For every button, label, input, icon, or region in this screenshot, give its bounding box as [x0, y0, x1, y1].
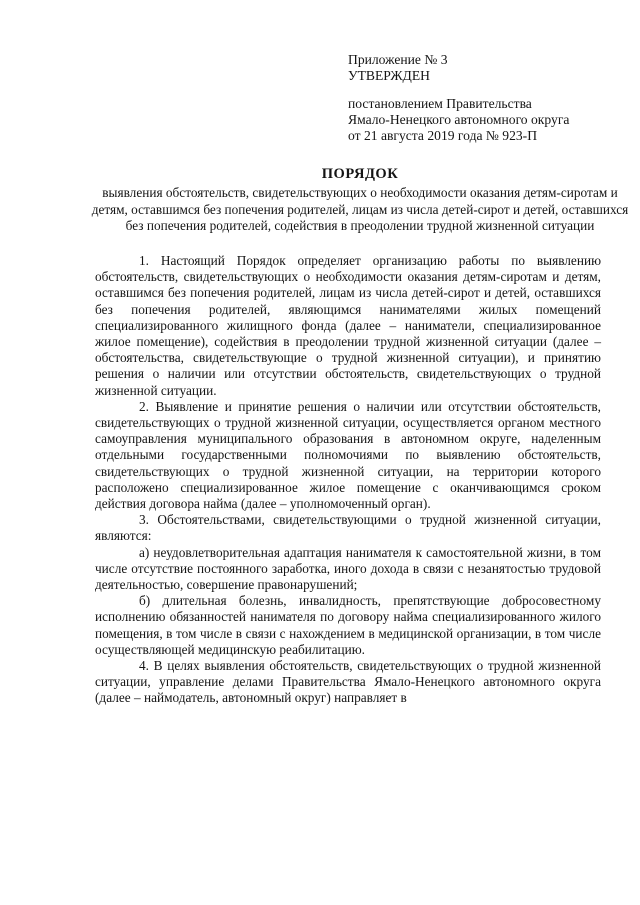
document-subtitle: выявления обстоятельств, свидетельствующих о необходимости оказания детям-сиротам и детям, оставшимся без попечения родителей, лицам из числа детей-сирот и детей, оставшихся без попечения родителей, содействия в преодолении трудной жизненной ситуации: [91, 185, 629, 234]
paragraph-3: 3. Обстоятельствами, свидетельствующими о трудной жизненной ситуации, являются:: [95, 512, 601, 544]
paragraph-2: 2. Выявление и принятие решения о наличии или отсутствии обстоятельств, свидетельствующих о трудной жизненной ситуации, осуществляется органом местного самоуправления муниципального образования в автономном округе, наделенным отдельными государственными полномочиями по выявлению обстоятельств, свидетельствующих о трудной жизненной ситуации, на территории которого расположено специализированное жилое помещение с оканчивающимся сроком действия договора найма (далее – уполномоченный орган).: [95, 398, 601, 512]
approved-label: УТВЕРЖДЕН: [348, 68, 430, 83]
paragraph-1: 1. Настоящий Порядок определяет организацию работы по выявлению обстоятельств, свидетельствующих о необходимости оказания детям-сиротам и детям, оставшимся без попечения родителей, лицам из числа детей-сирот и детей, оставшихся без попечения родителей, являющимся нанимателями жилых помещений специализированного жилищного фонда (далее – наниматели, специализированное жилое помещение), содействия в преодолении трудной жизненной ситуации (далее – обстоятельства, свидетельствующие о трудной жизненной ситуации), и принятию решения о наличии или отсутствии обстоятельств, свидетельствующих о трудной жизненной ситуации.: [95, 253, 601, 398]
paragraph-3a: а) неудовлетворительная адаптация нанимателя к самостоятельной жизни, в том числе отсутствие постоянного заработка, иного дохода в связи с незанятостью трудовой деятельностью, совершение правонарушений;: [95, 544, 601, 593]
paragraph-3b: б) длительная болезнь, инвалидность, препятствующие добросовестному исполнению обязанностей нанимателя по договору найма специализированного жилого помещения, в том числе в связи с нахождением в медицинской организации, в том числе осуществляющей медицинскую реабилитацию.: [95, 593, 601, 657]
appendix-number: Приложение № 3: [348, 52, 448, 67]
appendix-header: [348, 52, 608, 144]
approved-by-line-2: Ямало-Ненецкого автономного округа: [348, 112, 570, 127]
approved-by-line-3: от 21 августа 2019 года № 923-П: [348, 128, 538, 143]
paragraph-4: 4. В целях выявления обстоятельств, свидетельствующих о трудной жизненной ситуации, управление делами Правительства Ямало-Ненецкого автономного округа (далее – наймодатель, автономный округ) направляет в: [95, 658, 601, 706]
document-body: [95, 253, 601, 707]
approved-by-line-1: постановлением Правительства: [348, 96, 532, 111]
document-title: ПОРЯДОК: [321, 166, 399, 182]
